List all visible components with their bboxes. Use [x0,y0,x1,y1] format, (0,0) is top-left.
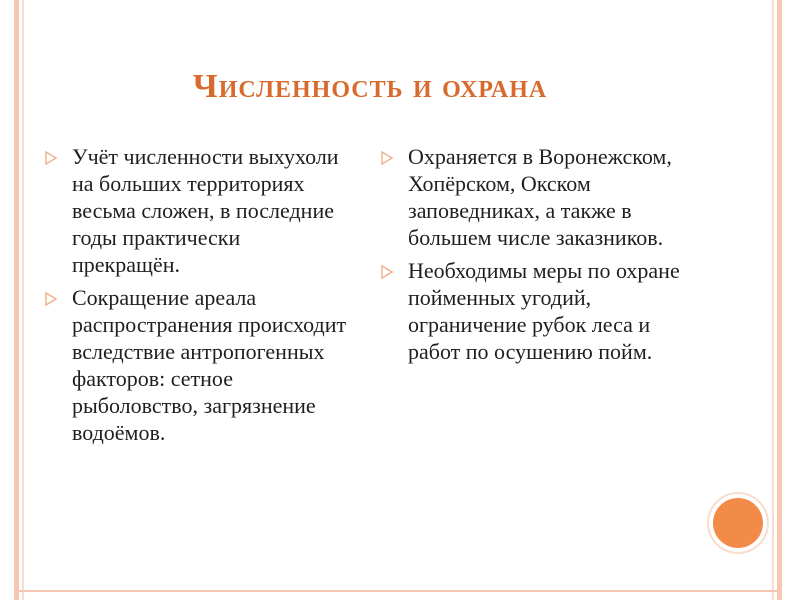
bullet-icon [44,292,58,306]
bullet-icon [380,151,394,165]
list-item-text: Учёт численности выхухоли на больших территориях весьма сложен, в последние годы практически прекращён. [72,144,339,277]
accent-circle [713,498,763,548]
list-item [42,284,352,446]
list-item [378,143,688,251]
slide-title: Численность и охрана [192,68,548,105]
frame-right-thin-line [772,0,774,600]
list-item [378,257,688,365]
frame-bottom-line [14,590,781,592]
list-item-text: Необходимы меры по охране пойменных угодий, ограничение рубок леса и работ по осушению пойм. [408,258,680,364]
bullet-icon [380,265,394,279]
list-item [42,143,352,278]
list-item-text: Сокращение ареала распространения происходит вследствие антропогенных факторов: сетное рыболовство, загрязнение водоёмов. [72,285,347,445]
right-column [378,143,688,371]
list-item-text: Охраняется в Воронежском, Хопёрском, Окском заповедниках, а также в большем числе заказников. [408,144,672,250]
bullet-icon [44,151,58,165]
frame-right-line [777,0,782,600]
left-column [42,143,352,452]
